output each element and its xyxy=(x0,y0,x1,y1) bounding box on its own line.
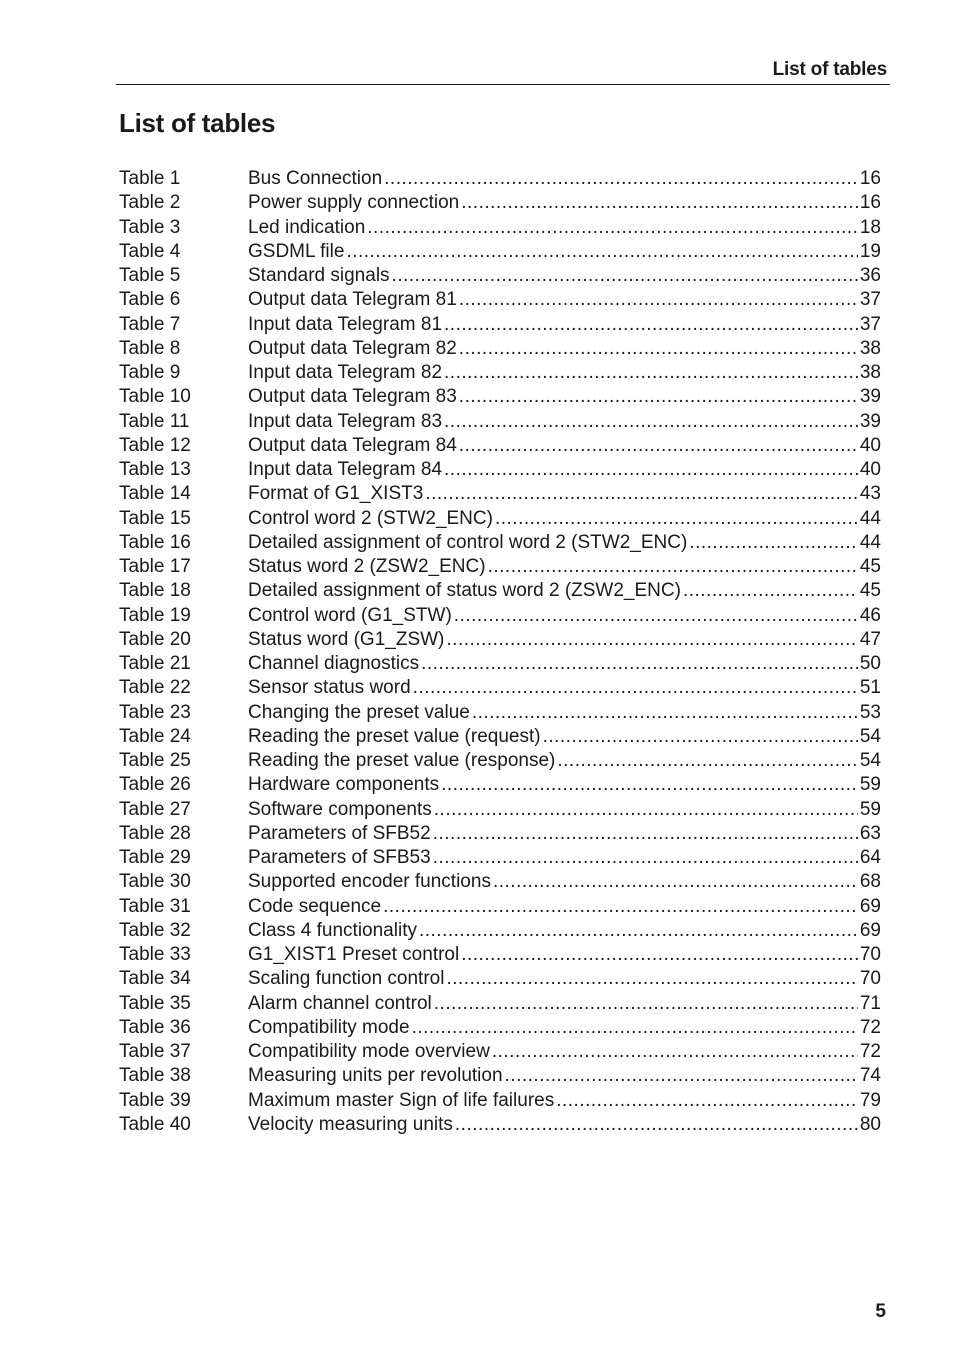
toc-entry-title: Alarm channel control xyxy=(248,992,432,1014)
toc-entry[interactable] xyxy=(119,1089,881,1113)
toc-entry[interactable] xyxy=(119,725,881,749)
toc-entry-page: 54 xyxy=(859,725,881,747)
toc-entry-title: Parameters of SFB53 xyxy=(248,847,431,868)
toc-entry-page: 71 xyxy=(859,992,881,1014)
toc-entry-page: 69 xyxy=(859,919,881,941)
toc-entry-title: Output data Telegram 82 xyxy=(248,337,457,359)
toc-entry[interactable] xyxy=(119,822,881,846)
toc-entry[interactable] xyxy=(119,628,881,652)
toc-entry-label: Table 20 xyxy=(119,628,191,650)
toc-entry-title: Input data Telegram 81 xyxy=(248,313,443,335)
toc-entry[interactable] xyxy=(119,992,881,1016)
toc-entry-title: Output data Telegram 81 xyxy=(248,289,457,311)
dot-leader xyxy=(543,725,858,749)
toc-entry-label: Table 34 xyxy=(119,968,191,990)
toc-entry-label: Table 22 xyxy=(119,677,191,699)
toc-entry-label: Table 25 xyxy=(119,750,191,771)
toc-entry-page: 79 xyxy=(859,1089,881,1111)
toc-entry-page: 19 xyxy=(859,240,881,262)
toc-entry-label: Table 29 xyxy=(119,847,191,868)
toc-entry[interactable] xyxy=(119,604,881,628)
toc-entry-page: 45 xyxy=(859,580,881,602)
toc-entry[interactable] xyxy=(119,240,881,264)
dot-leader xyxy=(557,749,858,773)
list-of-tables xyxy=(119,167,881,1137)
toc-entry-page: 59 xyxy=(859,774,881,796)
toc-entry[interactable] xyxy=(119,579,881,603)
toc-entry-title: Sensor status word xyxy=(248,677,411,699)
page-title: List of tables xyxy=(119,108,276,138)
dot-leader xyxy=(461,191,858,215)
toc-entry-title: Status word (G1_ZSW) xyxy=(248,628,445,650)
dot-leader xyxy=(434,798,858,822)
dot-leader xyxy=(455,1113,858,1137)
toc-entry-page: 51 xyxy=(859,677,881,699)
toc-entry[interactable] xyxy=(119,385,881,409)
dot-leader xyxy=(367,216,858,240)
toc-entry-label: Table 1 xyxy=(119,168,181,189)
toc-entry-title: Standard signals xyxy=(248,265,390,286)
toc-entry-page: 43 xyxy=(859,483,881,505)
toc-entry-page: 63 xyxy=(859,822,881,844)
dot-leader xyxy=(488,555,858,579)
toc-entry[interactable] xyxy=(119,288,881,312)
toc-entry[interactable] xyxy=(119,773,881,797)
dot-leader xyxy=(446,628,857,652)
toc-entry-title: Reading the preset value (request) xyxy=(248,725,541,747)
toc-entry[interactable] xyxy=(119,555,881,579)
toc-entry-page: 44 xyxy=(859,531,881,553)
toc-entry-title: Led indication xyxy=(248,216,366,238)
toc-entry-page: 18 xyxy=(859,216,881,238)
toc-entry-label: Table 12 xyxy=(119,434,191,456)
dot-leader xyxy=(459,434,858,458)
dot-leader xyxy=(421,652,858,676)
toc-entry[interactable] xyxy=(119,676,881,700)
toc-entry[interactable] xyxy=(119,531,881,555)
toc-entry-title: Reading the preset value (response) xyxy=(248,750,556,771)
toc-entry[interactable] xyxy=(119,870,881,894)
toc-entry-title: Input data Telegram 84 xyxy=(248,459,443,480)
toc-entry-page: 68 xyxy=(859,871,881,893)
dot-leader xyxy=(444,313,858,337)
dot-leader xyxy=(444,458,858,482)
dot-leader xyxy=(433,846,858,870)
toc-entry-title: Class 4 functionality xyxy=(248,919,417,941)
toc-entry-label: Table 37 xyxy=(119,1041,191,1062)
dot-leader xyxy=(392,264,858,288)
toc-entry-title: Detailed assignment of control word 2 (STW2_ENC) xyxy=(248,531,688,553)
dot-leader xyxy=(683,579,858,603)
toc-entry[interactable] xyxy=(119,652,881,676)
toc-entry-label: Table 36 xyxy=(119,1016,191,1038)
toc-entry-title: Supported encoder functions xyxy=(248,871,491,893)
toc-entry[interactable] xyxy=(119,434,881,458)
toc-entry[interactable] xyxy=(119,967,881,991)
toc-entry-page: 59 xyxy=(859,798,881,820)
toc-entry[interactable] xyxy=(119,1064,881,1088)
toc-entry[interactable] xyxy=(119,216,881,240)
toc-entry[interactable] xyxy=(119,943,881,967)
toc-entry-page: 70 xyxy=(859,968,881,990)
toc-entry-page: 47 xyxy=(859,628,881,650)
dot-leader xyxy=(454,604,858,628)
dot-leader xyxy=(459,288,858,312)
toc-entry-title: Power supply connection xyxy=(248,192,460,214)
toc-entry-label: Table 5 xyxy=(119,265,181,286)
toc-entry-label: Table 3 xyxy=(119,216,181,238)
toc-entry-page: 38 xyxy=(859,362,881,383)
toc-entry-label: Table 23 xyxy=(119,701,191,723)
toc-entry-label: Table 15 xyxy=(119,507,191,529)
toc-entry-page: 50 xyxy=(859,653,881,674)
toc-entry-page: 44 xyxy=(859,507,881,529)
toc-entry-page: 37 xyxy=(859,313,881,335)
toc-entry-title: Bus Connection xyxy=(248,168,383,189)
toc-entry-label: Table 30 xyxy=(119,871,191,893)
toc-entry-page: 16 xyxy=(859,192,881,214)
dot-leader xyxy=(556,1089,858,1113)
toc-entry-page: 64 xyxy=(859,847,881,868)
toc-entry-title: Output data Telegram 84 xyxy=(248,434,457,456)
dot-leader xyxy=(446,967,857,991)
toc-entry[interactable] xyxy=(119,846,881,870)
dot-leader xyxy=(383,895,858,919)
dot-leader xyxy=(346,240,857,264)
toc-entry-page: 37 xyxy=(859,289,881,311)
toc-entry-page: 53 xyxy=(859,701,881,723)
toc-entry-title: Parameters of SFB52 xyxy=(248,822,431,844)
toc-entry-title: Control word (G1_STW) xyxy=(248,604,452,626)
running-header xyxy=(116,56,890,85)
dot-leader xyxy=(492,1040,858,1064)
toc-entry-page: 72 xyxy=(859,1041,881,1062)
page-number: 5 xyxy=(875,1301,886,1322)
dot-leader xyxy=(461,943,858,967)
toc-entry[interactable] xyxy=(119,410,881,434)
toc-entry[interactable] xyxy=(119,798,881,822)
toc-entry-title: Scaling function control xyxy=(248,968,445,990)
toc-entry-label: Table 26 xyxy=(119,774,191,796)
toc-entry-title: Channel diagnostics xyxy=(248,653,420,674)
toc-entry-title: Code sequence xyxy=(248,895,382,917)
toc-entry[interactable] xyxy=(119,919,881,943)
toc-entry-title: Control word 2 (STW2_ENC) xyxy=(248,507,493,529)
toc-entry-title: Input data Telegram 82 xyxy=(248,362,443,383)
toc-entry-page: 45 xyxy=(859,556,881,577)
toc-entry-label: Table 40 xyxy=(119,1113,191,1135)
toc-entry-title: Software components xyxy=(248,798,432,820)
toc-entry[interactable] xyxy=(119,313,881,337)
toc-entry-label: Table 2 xyxy=(119,192,181,214)
toc-entry-label: Table 8 xyxy=(119,337,181,359)
toc-entry[interactable] xyxy=(119,507,881,531)
toc-entry-label: Table 7 xyxy=(119,313,181,335)
toc-entry-label: Table 32 xyxy=(119,919,191,941)
toc-entry[interactable] xyxy=(119,264,881,288)
toc-entry-label: Table 17 xyxy=(119,556,191,577)
dot-leader xyxy=(459,337,858,361)
toc-entry-page: 70 xyxy=(859,944,881,965)
toc-entry-label: Table 27 xyxy=(119,798,191,820)
dot-leader xyxy=(493,870,858,894)
dot-leader xyxy=(495,507,858,531)
toc-entry[interactable] xyxy=(119,191,881,215)
toc-entry-title: Velocity measuring units xyxy=(248,1113,453,1135)
toc-entry-label: Table 35 xyxy=(119,992,191,1014)
toc-entry[interactable] xyxy=(119,337,881,361)
toc-entry-label: Table 16 xyxy=(119,531,191,553)
toc-entry-label: Table 13 xyxy=(119,459,191,480)
dot-leader xyxy=(689,531,858,555)
toc-entry-title: G1_XIST1 Preset control xyxy=(248,944,460,965)
toc-entry-label: Table 18 xyxy=(119,580,191,602)
toc-entry-title: Hardware components xyxy=(248,774,440,796)
toc-entry-page: 69 xyxy=(859,895,881,917)
toc-entry-label: Table 21 xyxy=(119,653,191,674)
toc-entry-label: Table 33 xyxy=(119,944,191,965)
toc-entry[interactable] xyxy=(119,361,881,385)
dot-leader xyxy=(441,773,858,797)
toc-entry-label: Table 24 xyxy=(119,725,191,747)
toc-entry-label: Table 6 xyxy=(119,289,181,311)
toc-entry-label: Table 14 xyxy=(119,483,191,505)
toc-entry-title: Maximum master Sign of life failures xyxy=(248,1089,555,1111)
toc-entry[interactable] xyxy=(119,482,881,506)
toc-entry-page: 74 xyxy=(859,1065,881,1087)
toc-entry-title: Status word 2 (ZSW2_ENC) xyxy=(248,556,486,577)
toc-entry[interactable] xyxy=(119,701,881,725)
toc-entry-label: Table 31 xyxy=(119,895,191,917)
dot-leader xyxy=(433,822,858,846)
toc-entry-title: Measuring units per revolution xyxy=(248,1065,503,1087)
toc-entry-label: Table 38 xyxy=(119,1065,191,1087)
toc-entry[interactable] xyxy=(119,167,881,191)
toc-entry-page: 54 xyxy=(859,750,881,771)
dot-leader xyxy=(505,1064,858,1088)
toc-entry-title: Format of G1_XIST3 xyxy=(248,483,424,505)
toc-entry-page: 40 xyxy=(859,434,881,456)
dot-leader xyxy=(444,410,858,434)
toc-entry-page: 46 xyxy=(859,604,881,626)
toc-entry-page: 36 xyxy=(859,265,881,286)
dot-leader xyxy=(434,992,858,1016)
toc-entry[interactable] xyxy=(119,1016,881,1040)
toc-entry-title: Compatibility mode overview xyxy=(248,1041,490,1062)
toc-entry-page: 39 xyxy=(859,386,881,408)
dot-leader xyxy=(413,676,858,700)
toc-entry-label: Table 39 xyxy=(119,1089,191,1111)
toc-entry-page: 80 xyxy=(859,1113,881,1135)
dot-leader xyxy=(444,361,858,385)
toc-entry[interactable] xyxy=(119,749,881,773)
toc-entry-page: 38 xyxy=(859,337,881,359)
toc-entry-page: 16 xyxy=(859,168,881,189)
toc-entry-label: Table 4 xyxy=(119,240,181,262)
toc-entry-label: Table 9 xyxy=(119,362,181,383)
toc-entry-title: Output data Telegram 83 xyxy=(248,386,457,408)
toc-entry-title: Input data Telegram 83 xyxy=(248,410,443,432)
toc-entry[interactable] xyxy=(119,895,881,919)
dot-leader xyxy=(412,1016,858,1040)
toc-entry-page: 72 xyxy=(859,1016,881,1038)
dot-leader xyxy=(459,385,858,409)
toc-entry[interactable] xyxy=(119,1113,881,1137)
toc-entry-page: 40 xyxy=(859,459,881,480)
dot-leader xyxy=(472,701,858,725)
toc-entry-label: Table 11 xyxy=(119,410,190,432)
toc-entry-label: Table 28 xyxy=(119,822,191,844)
toc-entry-title: Changing the preset value xyxy=(248,701,470,723)
dot-leader xyxy=(425,482,858,506)
toc-entry-title: Detailed assignment of status word 2 (ZSW2_ENC) xyxy=(248,580,681,602)
toc-entry-title: GSDML file xyxy=(248,240,345,262)
toc-entry[interactable] xyxy=(119,1040,881,1064)
toc-entry-page: 39 xyxy=(859,410,881,432)
toc-entry-label: Table 19 xyxy=(119,604,191,626)
running-header-title: List of tables xyxy=(772,59,887,80)
toc-entry-label: Table 10 xyxy=(119,386,191,408)
toc-entry-title: Compatibility mode xyxy=(248,1016,410,1038)
toc-entry[interactable] xyxy=(119,458,881,482)
dot-leader xyxy=(384,167,858,191)
dot-leader xyxy=(419,919,858,943)
